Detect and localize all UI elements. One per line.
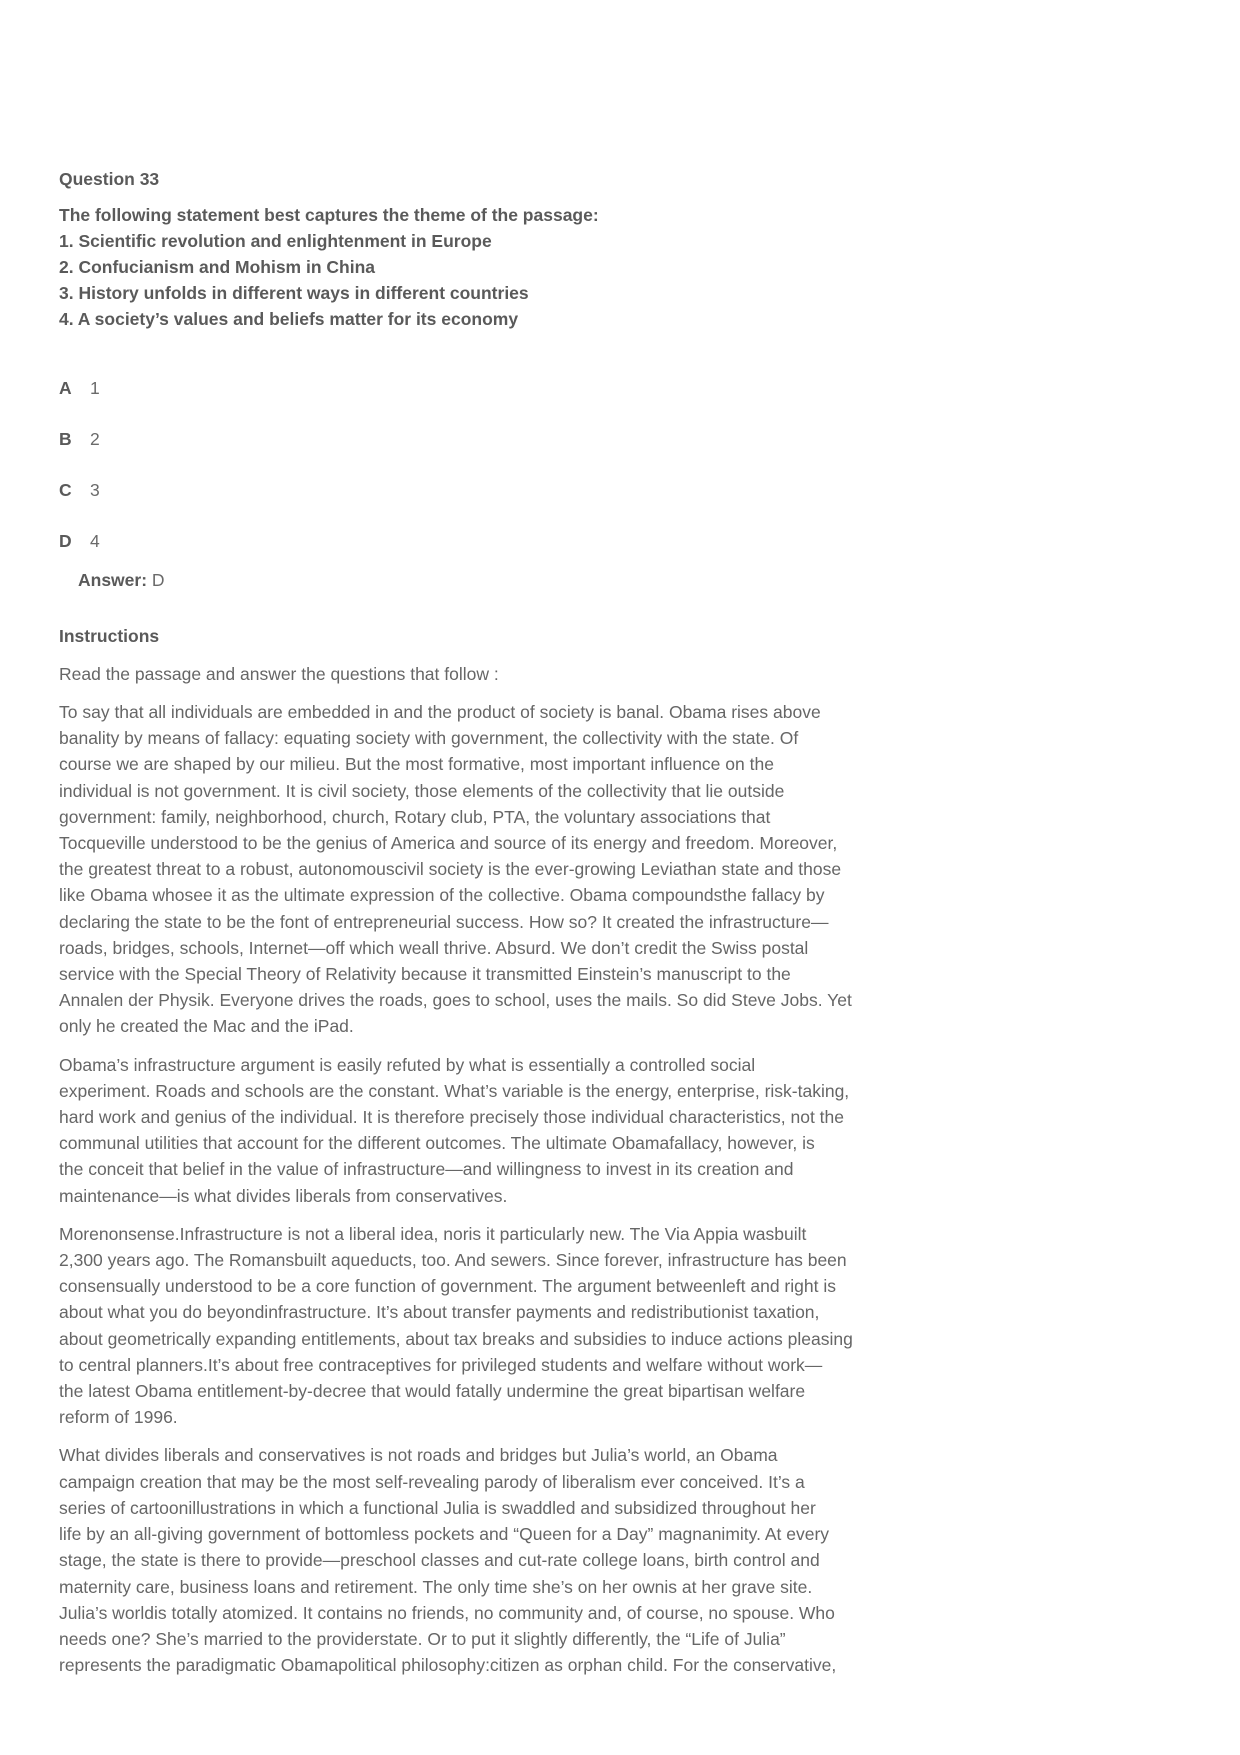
option-text: 3 (90, 479, 100, 500)
stem-statement-1: 1. Scientific revolution and enlightenment in Europe (59, 231, 492, 251)
passage-line: declaring the state to be the font of entrepreneurial success. How so? It created the infrastructure— (59, 911, 829, 932)
passage-line: To say that all individuals are embedded in and the product of society is banal. Obama rises above (59, 702, 821, 722)
passage-line: What divides liberals and conservatives is not roads and bridges but Julia’s world, an Obama (59, 1445, 778, 1466)
answer-line (78, 567, 919, 593)
passage-line: Julia’s worldis totally atomized. It contains no friends, no community and, of course, no spouse. Who (59, 1602, 835, 1623)
passage-line: service with the Special Theory of Relativity because it transmitted Einstein’s manuscript to the (59, 964, 791, 985)
stem-statement-2: 2. Confucianism and Mohism in China (59, 257, 375, 277)
passage-paragraph (59, 1442, 919, 1678)
option-c[interactable] (59, 477, 919, 503)
answer-value: D (147, 570, 165, 590)
passage-line: represents the paradigmatic Obamapolitical philosophy:citizen as orphan child. For the conservative, (59, 1655, 837, 1676)
passage-line: reform of 1996. (59, 1407, 178, 1428)
option-letter: C (59, 479, 72, 500)
passage-line: about geometrically expanding entitlements, about tax breaks and subsidies to induce actions pleasing (59, 1328, 853, 1349)
passage-line: needs one? She’s married to the providerstate. Or to put it slightly differently, the “Life of Julia” (59, 1628, 786, 1649)
passage-line: course we are shaped by our milieu. But the most formative, most important influence on the (59, 754, 774, 775)
passage-paragraph (59, 1052, 919, 1209)
stem-statement-4: 4. A society’s values and beliefs matter for its economy (59, 309, 519, 329)
passage-line: hard work and genius of the individual. It is therefore precisely those individual characteristics, not the (59, 1107, 845, 1128)
question-stem (59, 202, 919, 332)
passage-line: Annalen der Physik. Everyone drives the roads, goes to school, uses the mails. So did Steve Jobs. Yet (59, 990, 852, 1011)
passage-paragraph (59, 1221, 919, 1431)
passage (59, 699, 919, 1678)
answer-options (59, 375, 919, 554)
passage-line: experiment. Roads and schools are the constant. What’s variable is the energy, enterprise, risk-taking, (59, 1080, 850, 1101)
option-letter: B (59, 428, 72, 449)
passage-line: maintenance—is what divides liberals from conservatives. (59, 1185, 508, 1206)
passage-line: Morenonsense.Infrastructure is not a liberal idea, noris it particularly new. The Via Appia wasbuilt (59, 1223, 807, 1244)
question-title: Question 33 (59, 169, 160, 189)
option-text: 2 (90, 428, 100, 449)
passage-line: like Obama whosee it as the ultimate expression of the collective. Obama compoundsthe fallacy by (59, 885, 825, 906)
option-a[interactable] (59, 375, 919, 401)
document-page (59, 166, 919, 1678)
answer-label: Answer: (78, 570, 148, 590)
passage-line: consensually understood to be a core function of government. The argument betweenleft and right is (59, 1276, 836, 1297)
passage-paragraph (59, 699, 919, 1040)
passage-line: campaign creation that may be the most self-revealing parody of liberalism ever conceived. It’s a (59, 1471, 805, 1492)
option-letter: D (59, 530, 72, 551)
passage-line: 2,300 years ago. The Romansbuilt aqueducts, too. And sewers. Since forever, infrastructure has been (59, 1250, 847, 1271)
option-text: 1 (90, 377, 100, 398)
passage-line: about what you do beyondinfrastructure. It’s about transfer payments and redistributionist taxation, (59, 1302, 820, 1323)
instructions-text: Read the passage and answer the questions that follow : (59, 664, 499, 684)
stem-statement-3: 3. History unfolds in different ways in different countries (59, 283, 529, 303)
passage-line: the greatest threat to a robust, autonomouscivil society is the ever-growing Leviathan state and those (59, 859, 842, 880)
instructions-title: Instructions (59, 626, 160, 646)
passage-line: Tocqueville understood to be the genius of America and source of its energy and freedom. Moreover, (59, 833, 838, 854)
passage-line: to central planners.It’s about free contraceptives for privileged students and welfare without work— (59, 1354, 823, 1375)
passage-line: banality by means of fallacy: equating society with government, the collectivity with the state. Of (59, 728, 799, 749)
passage-line: stage, the state is there to provide—preschool classes and cut-rate college loans, birth control and (59, 1550, 820, 1571)
passage-line: the latest Obama entitlement-by-decree that would fatally undermine the great bipartisan welfare (59, 1381, 806, 1402)
passage-line: only he created the Mac and the iPad. (59, 1016, 354, 1037)
option-d[interactable] (59, 528, 919, 554)
option-text: 4 (90, 530, 100, 551)
passage-line: Obama’s infrastructure argument is easily refuted by what is essentially a controlled social (59, 1054, 756, 1075)
passage-line: life by an all-giving government of bottomless pockets and “Queen for a Day” magnanimity. At every (59, 1524, 830, 1545)
passage-line: government: family, neighborhood, church, Rotary club, PTA, the voluntary associations that (59, 806, 771, 827)
option-b[interactable] (59, 426, 919, 452)
passage-line: maternity care, business loans and retirement. The only time she’s on her ownis at her grave site. (59, 1576, 813, 1597)
stem-prompt: The following statement best captures the theme of the passage: (59, 205, 599, 225)
passage-line: communal utilities that account for the different outcomes. The ultimate Obamafallacy, however, is (59, 1133, 815, 1154)
passage-line: series of cartoonillustrations in which a functional Julia is swaddled and subsidized throughout her (59, 1497, 816, 1518)
passage-line: roads, bridges, schools, Internet—off which weall thrive. Absurd. We don’t credit the Swiss postal (59, 937, 809, 958)
option-letter: A (59, 377, 72, 398)
passage-line: individual is not government. It is civil society, those elements of the collectivity that lie outside (59, 780, 785, 801)
passage-line: the conceit that belief in the value of infrastructure—and willingness to invest in its creation and (59, 1159, 794, 1180)
